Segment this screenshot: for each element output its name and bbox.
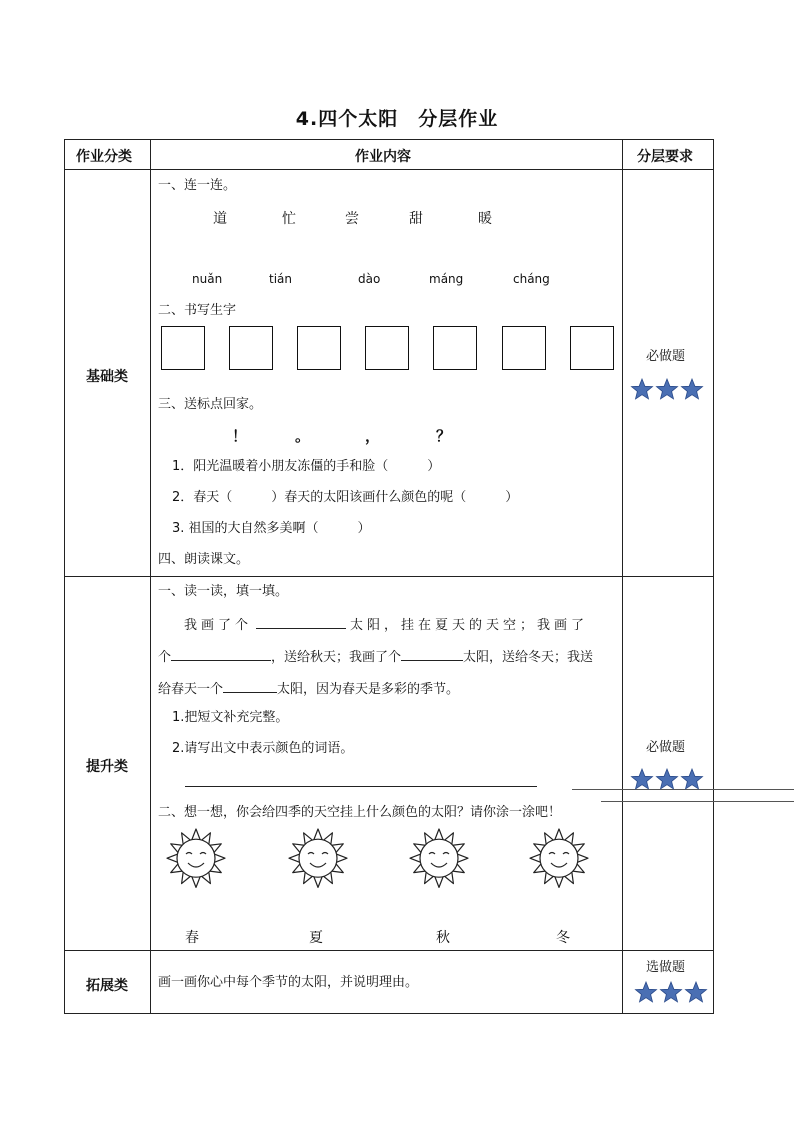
season-autumn: 秋 — [436, 930, 450, 946]
writing-box[interactable] — [365, 326, 409, 370]
category-basic: 基础类 — [86, 369, 128, 385]
extension-level: 选做题 — [646, 960, 686, 975]
hanzi-2: 忙 — [282, 211, 296, 227]
extension-content: 画一画你心中每个季节的太阳，并说明理由。 — [158, 975, 419, 990]
writing-box[interactable] — [161, 326, 205, 370]
pinyin-1: nuǎn — [192, 272, 223, 286]
passage-line-2: 个 ，送给秋天；我画了个 太阳，送给冬天；我送 — [158, 647, 593, 666]
writing-box[interactable] — [297, 326, 341, 370]
advanced-stars — [630, 768, 704, 796]
season-winter: 冬 — [556, 930, 570, 946]
basic-section-3: 三、送标点回家。 — [158, 397, 263, 412]
star-icon — [657, 379, 678, 399]
punct-question-2: 2．春天（ ）春天的太阳该画什么颜色的呢（ ） — [172, 490, 519, 505]
star-icon — [682, 769, 703, 789]
writing-box[interactable] — [570, 326, 614, 370]
pinyin-2: tián — [269, 272, 292, 286]
fill-blank[interactable] — [401, 647, 463, 661]
star-icon — [686, 982, 707, 1002]
sun-icon — [530, 829, 588, 887]
header-content: 作业内容 — [355, 149, 411, 165]
task-1: 1.把短文补充完整。 — [172, 710, 289, 725]
pinyin-5: cháng — [513, 272, 550, 286]
punct-exclaim: ！ — [232, 427, 248, 445]
writing-box[interactable] — [502, 326, 546, 370]
fill-blank[interactable] — [171, 647, 271, 661]
header-category: 作业分类 — [76, 149, 132, 165]
star-icon — [661, 982, 682, 1002]
sun-drawings — [160, 828, 600, 904]
punct-question-1: 1．阳光温暖着小朋友冻僵的手和脸（ ） — [172, 459, 441, 474]
category-extension: 拓展类 — [86, 978, 128, 994]
task-2: 2.请写出文中表示颜色的词语。 — [172, 741, 354, 756]
star-icon — [636, 982, 657, 1002]
punct-question-3: 3. 祖国的大自然多美啊（ ） — [172, 521, 371, 536]
season-spring: 春 — [185, 930, 199, 946]
pinyin-3: dào — [358, 272, 381, 286]
basic-section-1: 一、连一连。 — [158, 178, 237, 193]
advanced-section-2: 二、想一想，你会给四季的天空挂上什么颜色的太阳？请你涂一涂吧！ — [158, 805, 562, 820]
basic-section-2: 二、书写生字 — [158, 303, 237, 318]
pinyin-4: máng — [429, 272, 464, 286]
fill-blank[interactable] — [256, 615, 346, 629]
writing-box[interactable] — [433, 326, 477, 370]
sun-icon — [167, 829, 225, 887]
extension-stars — [634, 981, 708, 1009]
punct-comma: ， — [365, 427, 381, 445]
punct-period: 。 — [295, 427, 311, 445]
basic-level: 必做题 — [646, 349, 686, 364]
fill-blank[interactable] — [223, 679, 277, 693]
passage-line-3: 给春天一个 太阳，因为春天是多彩的季节。 — [158, 679, 459, 698]
season-summer: 夏 — [309, 930, 323, 946]
sun-icon — [289, 829, 347, 887]
advanced-section-1: 一、读一读，填一填。 — [158, 584, 289, 599]
category-advanced: 提升类 — [86, 759, 128, 775]
star-icon — [632, 379, 653, 399]
hanzi-1: 道 — [213, 211, 227, 227]
hanzi-3: 尝 — [345, 211, 359, 227]
sun-icon — [410, 829, 468, 887]
punct-question: ？ — [436, 427, 452, 445]
hanzi-5: 暖 — [478, 211, 492, 227]
basic-section-4: 四、朗读课文。 — [158, 552, 250, 567]
writing-box[interactable] — [229, 326, 273, 370]
advanced-level: 必做题 — [646, 740, 686, 755]
star-icon — [682, 379, 703, 399]
page-title: 4.四个太阳 分层作业 — [295, 108, 499, 130]
header-level: 分层要求 — [637, 149, 693, 165]
star-icon — [632, 769, 653, 789]
hanzi-4: 甜 — [409, 211, 423, 227]
star-icon — [657, 769, 678, 789]
passage-line-1: 我画了个 太阳，挂在夏天的天空；我画了 — [184, 615, 588, 634]
basic-stars — [630, 378, 704, 406]
answer-line[interactable] — [185, 786, 537, 787]
